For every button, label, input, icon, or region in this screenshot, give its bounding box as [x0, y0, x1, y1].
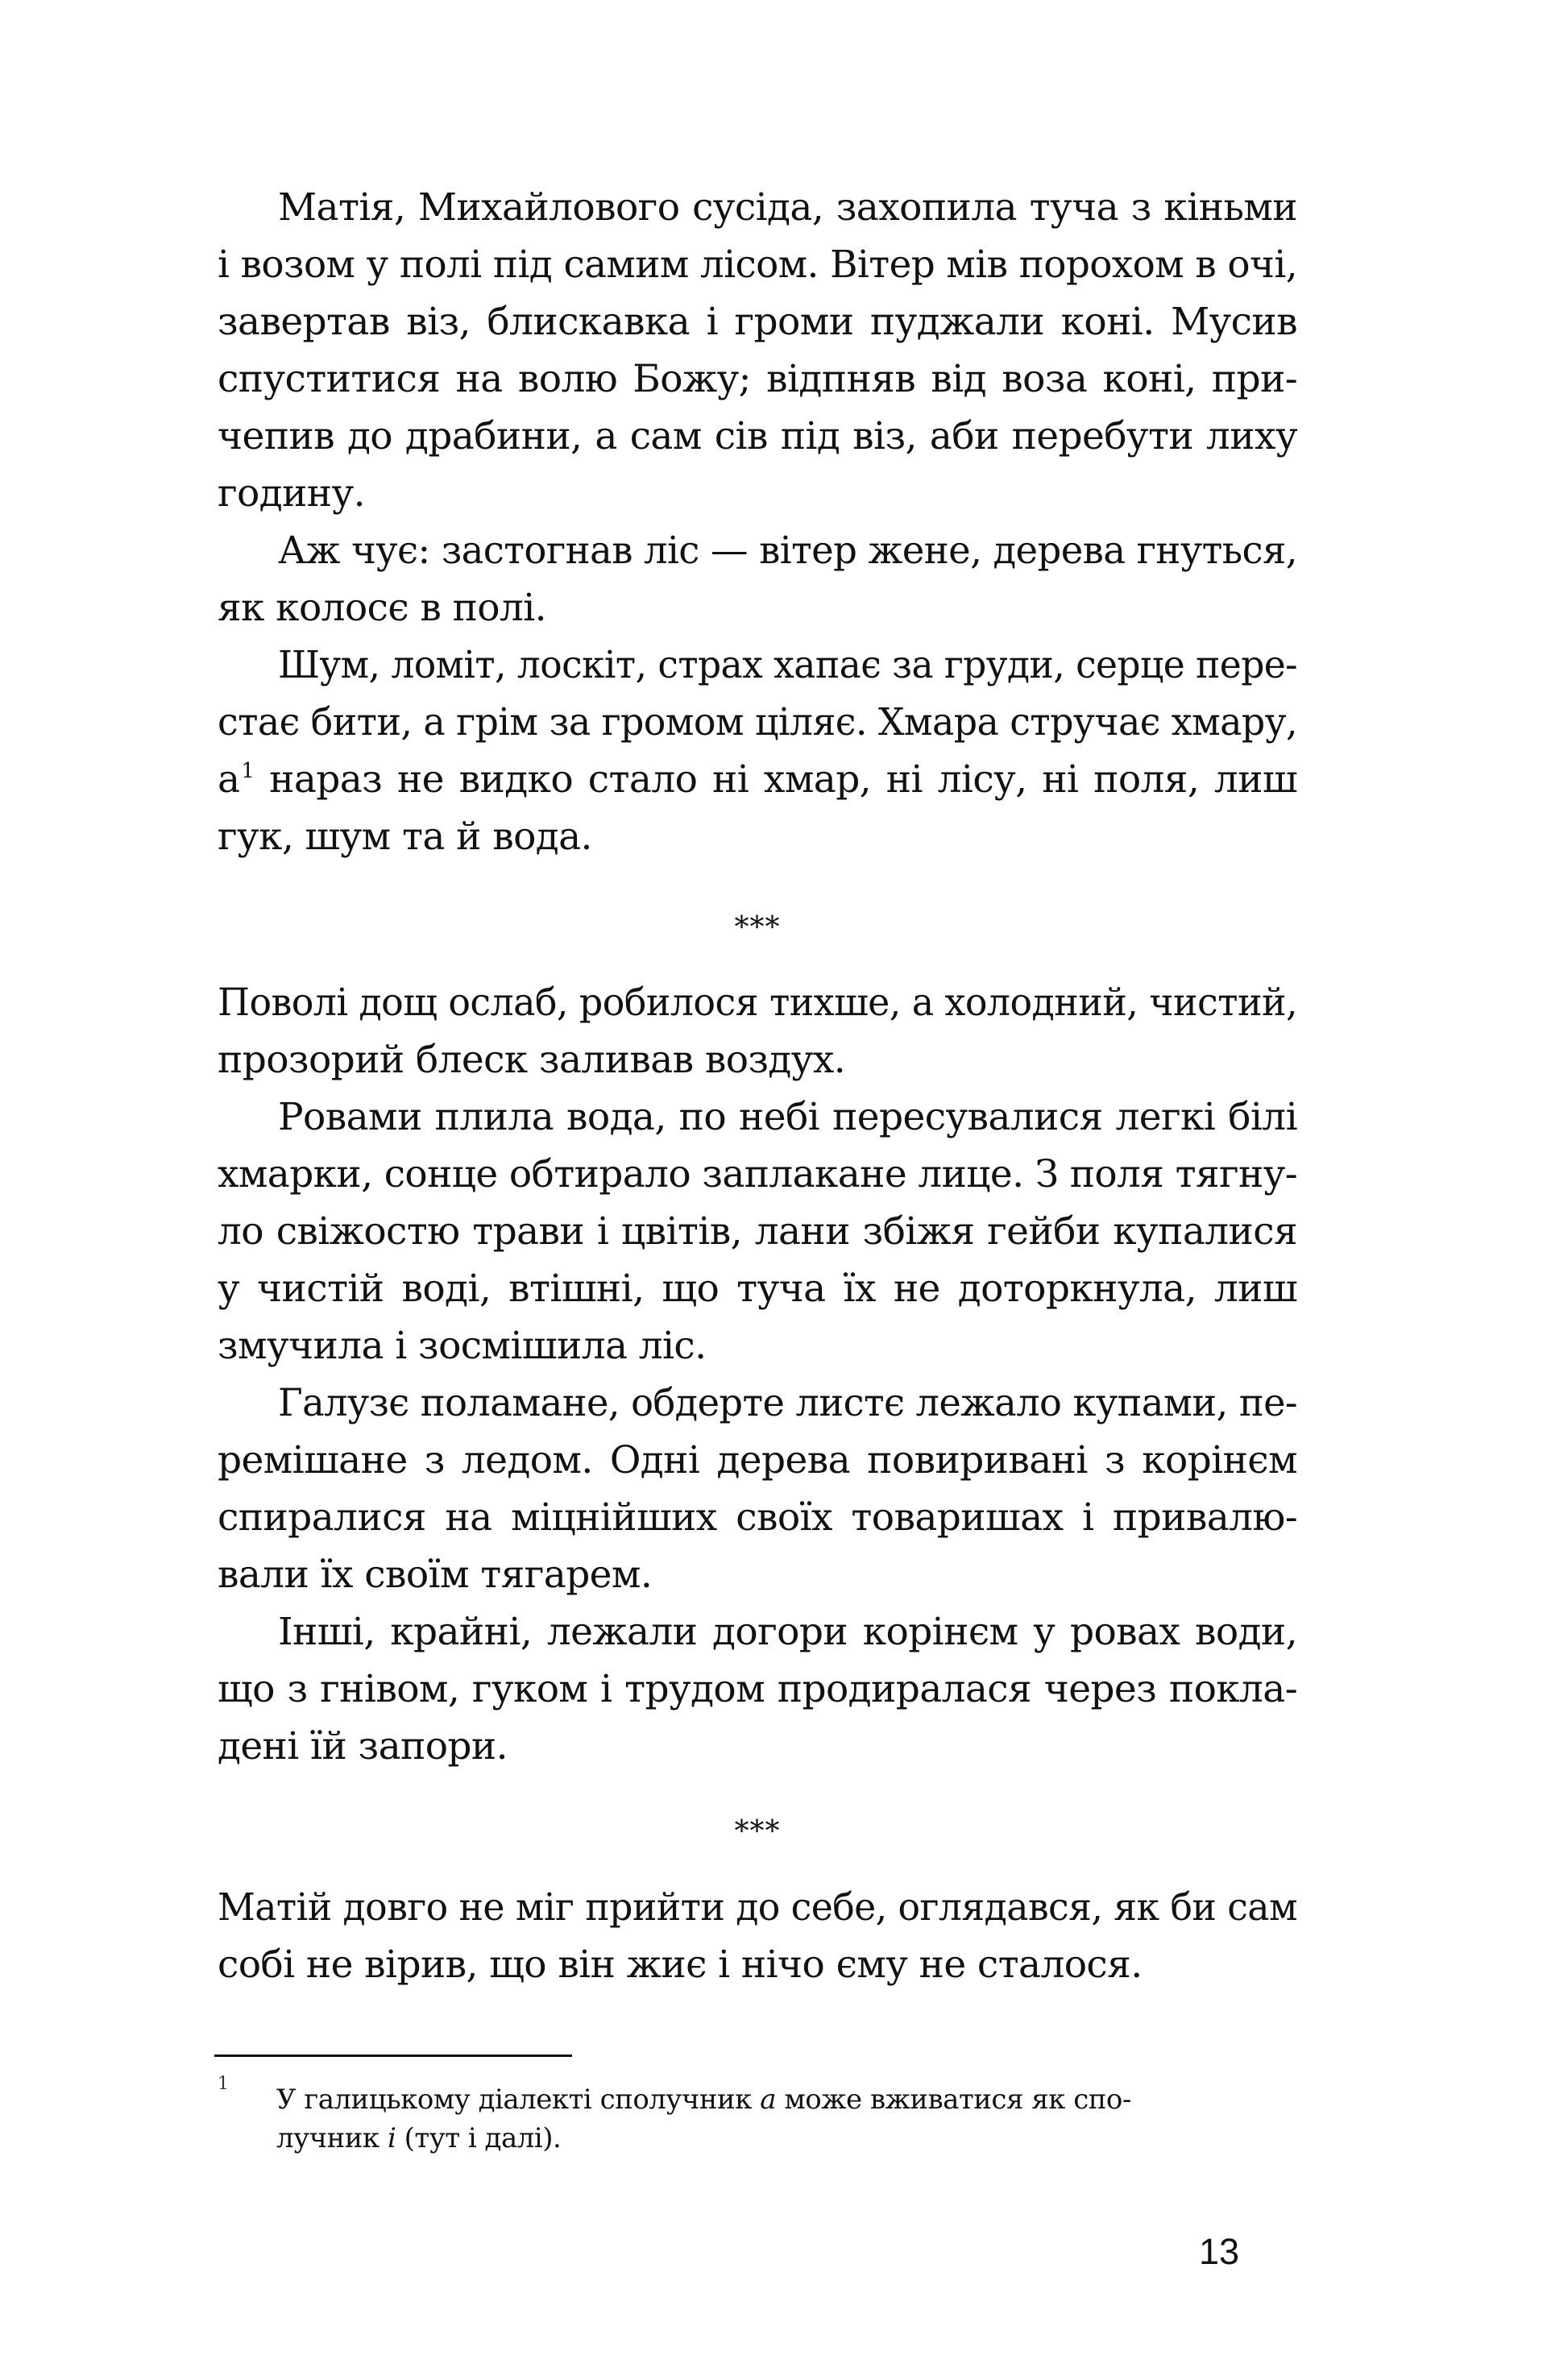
- footnote-italic-word: а: [760, 2084, 777, 2116]
- body-line: спуститися на волю Божу; відпняв від воза коні, при-: [218, 357, 1297, 401]
- footnote-number: 1: [218, 2074, 229, 2094]
- body-line: дені їй запори.: [218, 1724, 508, 1768]
- body-line: як колосє в полі.: [218, 586, 547, 630]
- footnote-text: лучник: [276, 2122, 388, 2154]
- body-line: вали їх своїм тягарем.: [218, 1553, 653, 1597]
- footnote-line: [276, 2082, 1239, 2117]
- body-line: Інші, крайні, лежали догори корінєм у ровах води,: [278, 1610, 1297, 1654]
- line-start: а: [218, 757, 240, 802]
- body-line: Поволі дощ ослаб, робилося тихше, а холодний, чистий,: [218, 981, 1297, 1025]
- footnote-line: [276, 2121, 1239, 2156]
- body-line: чепив до драбини, а сам сів під віз, аби перебути лиху: [218, 414, 1297, 458]
- body-line: собі не вірив, що він жиє і нічо єму не сталося.: [218, 1943, 1143, 1987]
- footnote-text: У галицькому діалекті сполучник: [276, 2084, 761, 2116]
- footnote-reference[interactable]: 1: [241, 759, 255, 783]
- body-line: у чистій воді, втішні, що туча їх не доторкнула, лиш: [218, 1267, 1297, 1311]
- body-line: Ровами плила вода, по небі пересувалися легкі білі: [278, 1095, 1297, 1139]
- body-line: спиралися на міцнійших своїх товаришах і привалю-: [218, 1495, 1297, 1540]
- body-line: годину.: [218, 471, 365, 516]
- body-line: Матія, Михайлового сусіда, захопила туча з кіньми: [278, 185, 1297, 230]
- section-separator: ***: [734, 911, 781, 944]
- line-rest: нараз не видко стало ні хмар, ні лісу, ні поля, лиш: [254, 757, 1297, 802]
- body-line: Галузє поламане, обдерте листє лежало купами, пе-: [278, 1381, 1297, 1425]
- body-line: що з гнівом, гуком і трудом продиралася через покла-: [218, 1667, 1297, 1711]
- body-line: ло свіжостю трави і цвітів, лани збіжя гейби купалися: [218, 1209, 1297, 1254]
- body-line: Аж чує: застогнав ліс — вітер жене, дерева гнуться,: [278, 529, 1297, 573]
- body-line-with-footnote-ref: [218, 756, 1297, 804]
- body-line: ремішане з ледом. Одні дерева повиривані з корінєм: [218, 1438, 1297, 1482]
- footnote-divider: [214, 2055, 572, 2057]
- body-line: прозорий блеск заливав воздух.: [218, 1038, 846, 1082]
- body-line: Матій довго не міг прийти до себе, оглядався, як би сам: [218, 1885, 1297, 1930]
- body-line: гук, шум та й вода.: [218, 815, 592, 859]
- body-line: змучила і зосмішила ліс.: [218, 1324, 707, 1368]
- body-line: завертав віз, блискавка і громи пуджали коні. Мусив: [218, 300, 1297, 344]
- footnote-text: може вживатися як спо-: [776, 2084, 1131, 2116]
- footnote-italic-word: і: [387, 2122, 396, 2154]
- footnote-text: (тут і далі).: [396, 2122, 562, 2154]
- page-number: 13: [1199, 2231, 1240, 2272]
- body-line: Шум, ломіт, лоскіт, страх хапає за груди, серце пере-: [278, 643, 1297, 687]
- body-line: хмарки, сонце обтирало заплакане лице. З поля тягну-: [218, 1152, 1297, 1196]
- section-separator: ***: [734, 1815, 781, 1848]
- body-line: стає бити, а грім за громом ціляє. Хмара стручає хмару,: [218, 700, 1297, 744]
- body-line: і возом у полі під самим лісом. Вітер мів порохом в очі,: [218, 243, 1297, 287]
